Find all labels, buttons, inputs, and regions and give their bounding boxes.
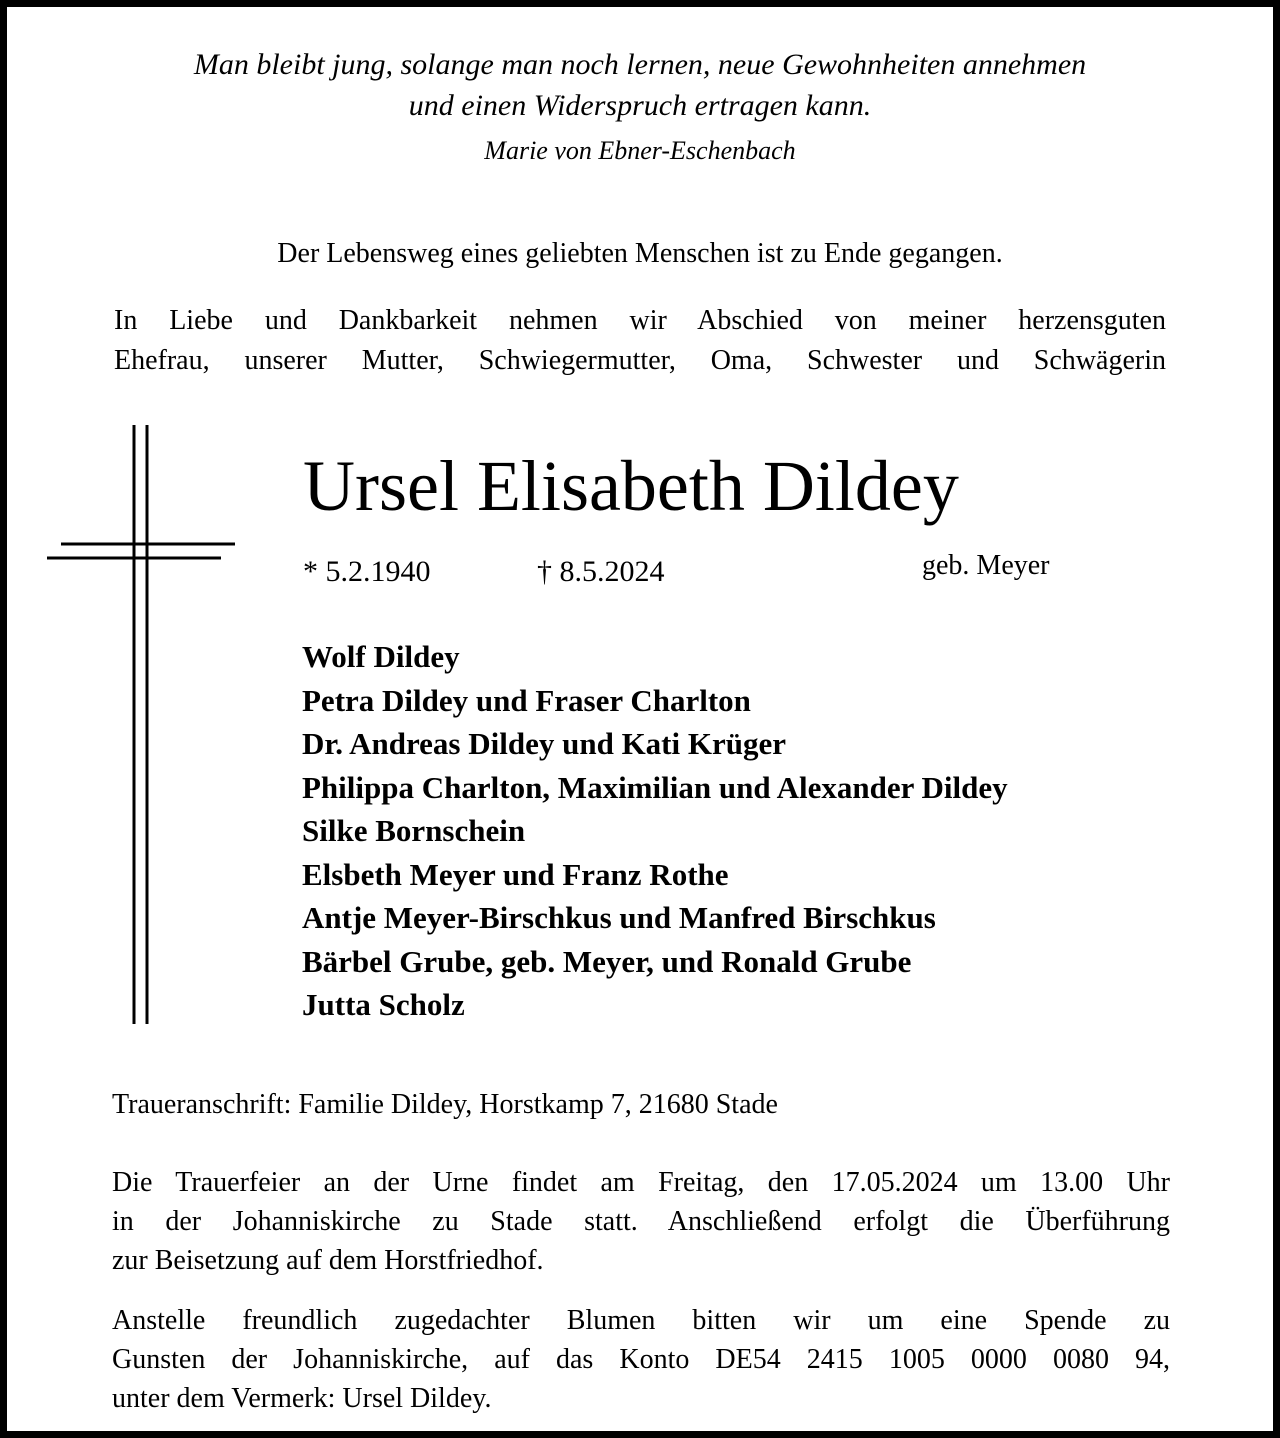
quote-line-2: und einen Widerspruch ertragen kann. xyxy=(408,89,872,122)
mourning-address: Traueranschrift: Familie Dildey, Horstkamp 7, 21680 Stade xyxy=(112,1089,778,1120)
mourner-item: Wolf Dildey xyxy=(302,639,460,674)
intro-text: Der Lebensweg eines geliebten Menschen ist zu Ende gegangen. xyxy=(277,238,1003,269)
mourner-item: Dr. Andreas Dildey und Kati Krüger xyxy=(302,726,786,761)
quote-line-1: Man bleibt jung, solange man noch lernen, neue Gewohnheiten annehmen xyxy=(193,48,1087,81)
birth-date: * 5.2.1940 xyxy=(303,555,431,588)
mourner-item: Silke Bornschein xyxy=(302,813,526,848)
farewell-line-2: Ehefrau, unserer Mutter, Schwiegermutter, Oma, Schwester und Schwägerin xyxy=(114,345,1166,376)
cross-icon xyxy=(7,7,307,1107)
donation-line: Anstelle freundlich zugedachter Blumen bitten wir um eine Spende zu xyxy=(112,1305,1170,1336)
donation-line: unter dem Vermerk: Ursel Dildey. xyxy=(112,1383,492,1414)
ceremony-line: zur Beisetzung auf dem Horstfriedhof. xyxy=(112,1245,544,1276)
mourners-list xyxy=(302,635,1008,1027)
mourner-item: Petra Dildey und Fraser Charlton xyxy=(302,682,751,718)
mourner-item: Philippa Charlton, Maximilian und Alexander Dildey xyxy=(302,769,1008,805)
ceremony-text xyxy=(112,1163,1170,1280)
donation-line: Gunsten der Johanniskirche, auf das Konto DE54 2415 1005 0000 0080 94, xyxy=(112,1344,1170,1375)
mourner-item: Elsbeth Meyer und Franz Rothe xyxy=(302,856,729,892)
quote-author: Marie von Ebner-Eschenbach xyxy=(484,136,796,165)
farewell-line-1: In Liebe und Dankbarkeit nehmen wir Abschied von meiner herzensguten xyxy=(114,305,1166,336)
ceremony-line: Die Trauerfeier an der Urne findet am Freitag, den 17.05.2024 um 13.00 Uhr xyxy=(112,1167,1170,1198)
mourner-item: Jutta Scholz xyxy=(302,987,465,1022)
mourner-item: Antje Meyer-Birschkus und Manfred Birschkus xyxy=(302,900,936,935)
donation-text xyxy=(112,1301,1170,1418)
deceased-name: Ursel Elisabeth Dildey xyxy=(303,446,959,526)
ceremony-line: in der Johanniskirche zu Stade statt. Anschließend erfolgt die Überführung xyxy=(112,1206,1170,1237)
mourner-item: Bärbel Grube, geb. Meyer, und Ronald Grube xyxy=(302,943,912,979)
death-date: † 8.5.2024 xyxy=(537,555,665,588)
maiden-name: geb. Meyer xyxy=(922,550,1050,581)
